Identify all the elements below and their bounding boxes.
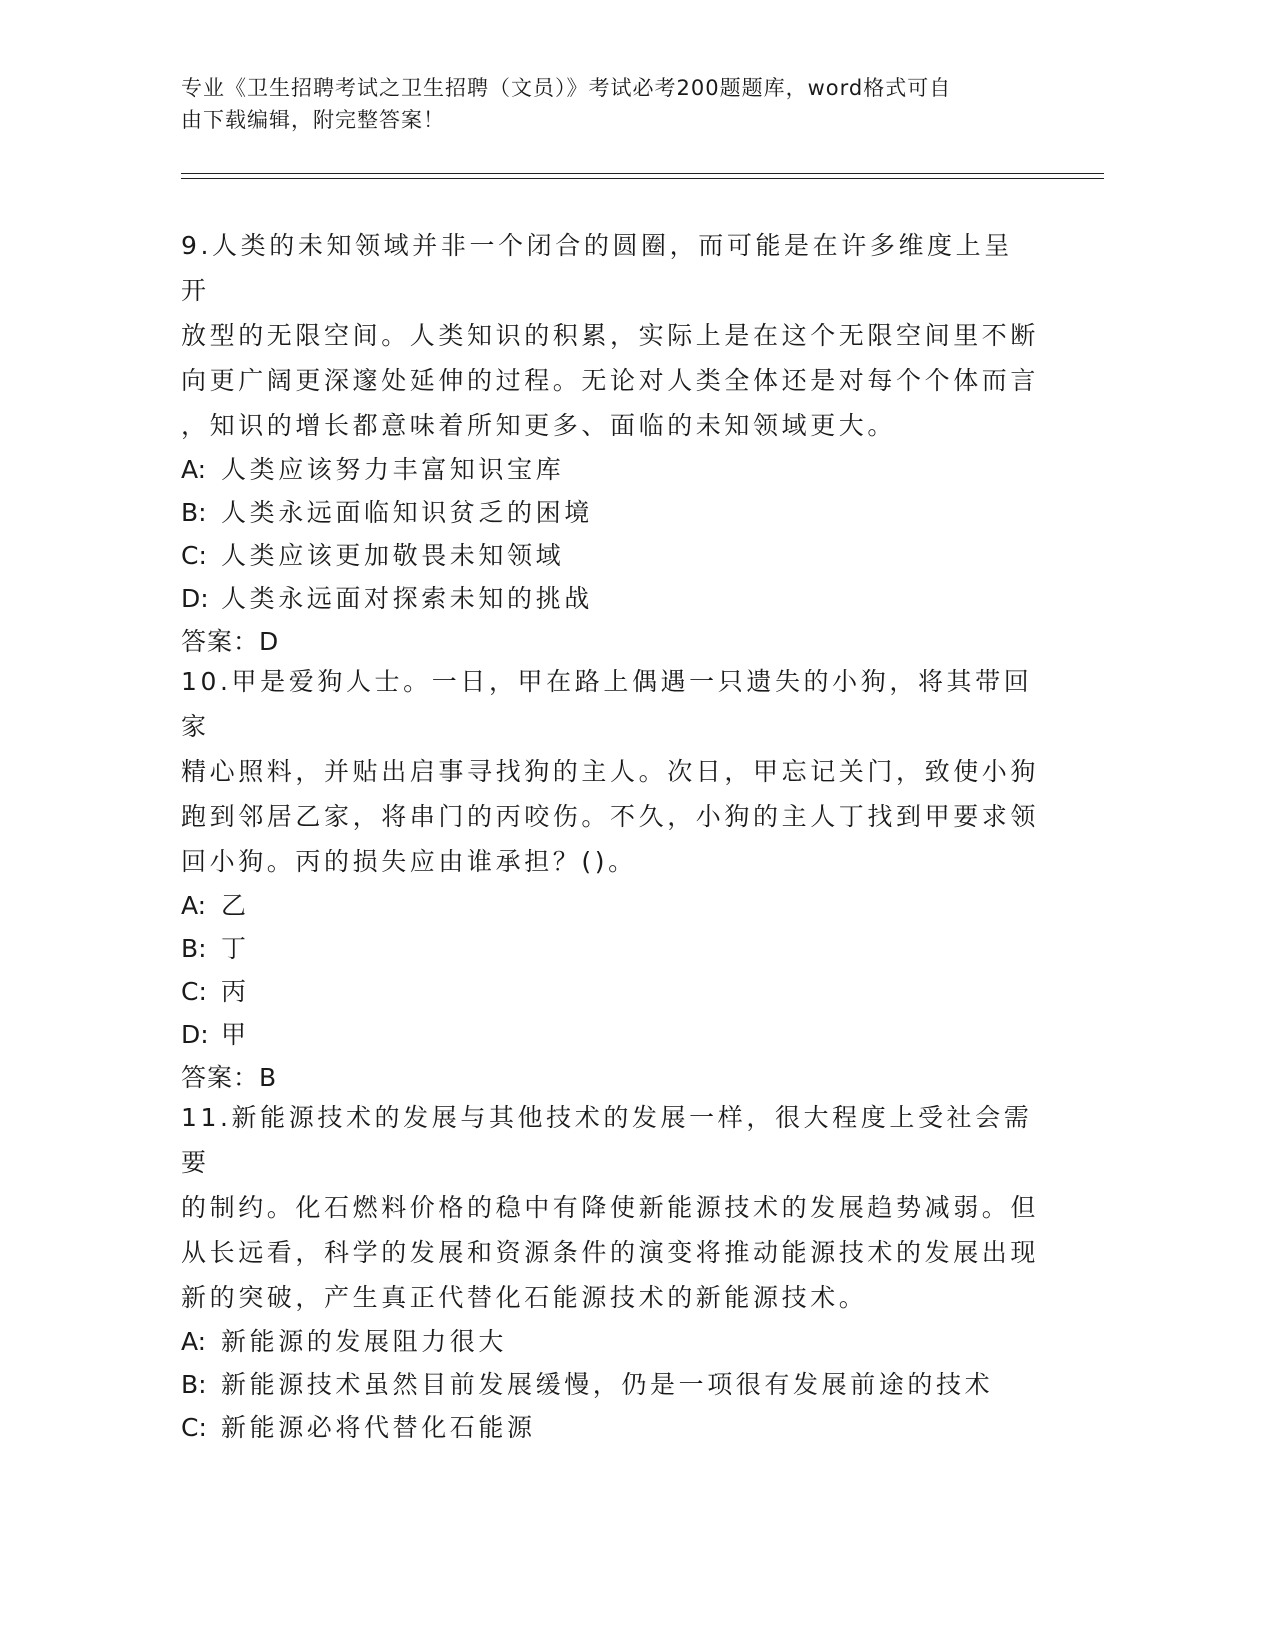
option-key: D: [181,1020,209,1049]
stem-line: 跑到邻居乙家，将串门的丙咬伤。不久，小狗的主人丁找到甲要求领 [181,802,1040,831]
header-rule-top [181,173,1104,174]
option-c [181,970,1041,1013]
option-key: B: [181,934,207,963]
option-text: 甲 [221,1020,250,1049]
option-key: A: [181,455,207,484]
stem-line: 11.新能源技术的发展与其他技术的发展一样，很大程度上受社会需要 [181,1103,1033,1177]
option-c [181,534,1041,577]
option-key: B: [181,498,207,527]
option-c [181,1406,1041,1449]
option-text: 新能源的发展阻力很大 [221,1327,508,1356]
stem-line: 从长远看，科学的发展和资源条件的演变将推动能源技术的发展出现 [181,1238,1040,1267]
option-a [181,884,1041,927]
option-key: C: [181,541,207,570]
option-d [181,577,1041,620]
option-d [181,1013,1041,1056]
question-stem [181,659,1041,884]
option-text: 人类应该努力丰富知识宝库 [221,455,565,484]
stem-line: 回小狗。丙的损失应由谁承担？()。 [181,847,637,876]
question-stem [181,1095,1041,1320]
stem-line: ，知识的增长都意味着所知更多、面临的未知领域更大。 [181,411,897,440]
answer-line: 答案：D [181,627,280,656]
question-11 [181,1095,1041,1449]
option-key: C: [181,1413,207,1442]
stem-line: 放型的无限空间。人类知识的积累，实际上是在这个无限空间里不断 [181,321,1040,350]
option-key: D: [181,584,209,613]
option-text: 人类永远面临知识贫乏的困境 [221,498,593,527]
option-text: 新能源必将代替化石能源 [221,1413,536,1442]
option-b [181,1363,1041,1406]
option-text: 丁 [221,934,250,963]
option-key: B: [181,1370,207,1399]
option-text: 人类永远面对探索未知的挑战 [221,584,593,613]
question-10 [181,659,1041,1099]
document-header [181,72,1041,136]
option-b [181,491,1041,534]
option-text: 乙 [221,891,250,920]
answer-line: 答案：B [181,1063,278,1092]
header-line-1: 专业《卫生招聘考试之卫生招聘（文员）》考试必考200题题库，word格式可自 [181,76,952,100]
option-key: A: [181,891,207,920]
option-a [181,448,1041,491]
stem-line: 的制约。化石燃料价格的稳中有降使新能源技术的发展趋势减弱。但 [181,1193,1040,1222]
option-b [181,927,1041,970]
stem-line: 向更广阔更深邃处延伸的过程。无论对人类全体还是对每个个体而言 [181,366,1040,395]
option-text: 人类应该更加敬畏未知领域 [221,541,565,570]
question-stem [181,223,1041,448]
question-9 [181,223,1041,663]
option-key: C: [181,977,207,1006]
option-text: 新能源技术虽然目前发展缓慢，仍是一项很有发展前途的技术 [221,1370,994,1399]
stem-line: 10.甲是爱狗人士。一日，甲在路上偶遇一只遗失的小狗，将其带回家 [181,667,1033,741]
stem-line: 9.人类的未知领域并非一个闭合的圆圈，而可能是在许多维度上呈开 [181,231,1013,305]
header-rule-bottom [181,178,1104,179]
option-text: 丙 [221,977,250,1006]
option-key: A: [181,1327,207,1356]
header-line-2: 由下载编辑，附完整答案！ [181,108,445,132]
stem-line: 新的突破，产生真正代替化石能源技术的新能源技术。 [181,1283,868,1312]
option-a [181,1320,1041,1363]
stem-line: 精心照料，并贴出启事寻找狗的主人。次日，甲忘记关门，致使小狗 [181,757,1040,786]
